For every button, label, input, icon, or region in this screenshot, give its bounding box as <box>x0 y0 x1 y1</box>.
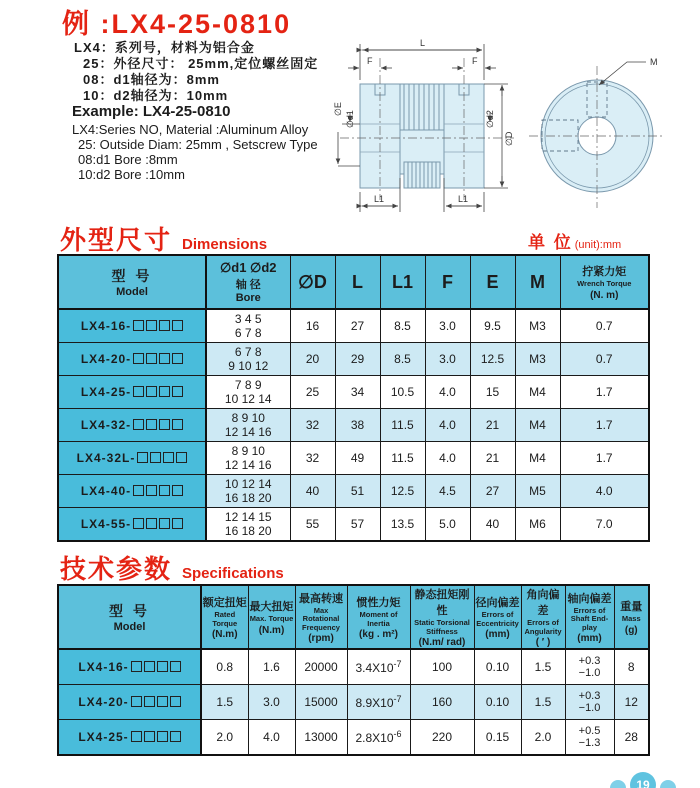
model-code-box <box>146 320 157 331</box>
bore-line: 10 12 14 <box>224 392 272 406</box>
model-cell <box>58 720 201 756</box>
model-label: LX4-16- <box>78 660 129 674</box>
endplay-cell <box>565 649 614 685</box>
table-row <box>58 442 649 475</box>
value-cell: 1.5 <box>521 685 565 720</box>
bellows-top <box>400 84 444 130</box>
spec-header-cell <box>474 585 521 649</box>
value-cell: 13.5 <box>380 508 425 542</box>
header-torque-en: Wrench Torque <box>577 279 632 289</box>
model-cell <box>58 649 201 685</box>
header-en: Moment of Inertia <box>359 610 398 628</box>
value-cell: 32 <box>290 442 335 475</box>
model-code-box <box>159 353 170 364</box>
header-en: Max Rotational Frequency <box>302 605 340 632</box>
model-code-box <box>133 419 144 430</box>
header-unit: ( ′ ) <box>535 637 551 648</box>
specifications-heading-cn: 技术参数 <box>60 554 173 584</box>
header-unit: (mm) <box>577 633 602 645</box>
value-cell: 57 <box>335 508 380 542</box>
bore-line: 12 14 15 <box>224 510 272 524</box>
table-row <box>58 409 649 442</box>
value-cell: 25 <box>290 376 335 409</box>
header-cn: 型 号 <box>109 603 150 619</box>
value-cell: 32 <box>290 409 335 442</box>
dim-label-length: L <box>420 38 426 48</box>
value-cell: 4.5 <box>425 475 470 508</box>
model-code-box <box>176 452 187 463</box>
bore-values <box>206 409 290 442</box>
value-cell: 11.5 <box>380 442 425 475</box>
bore-line: 16 18 20 <box>224 491 272 505</box>
model-code-box <box>146 419 157 430</box>
bore-line: 8 9 10 <box>231 411 265 425</box>
value-cell: 13000 <box>295 720 347 756</box>
coupling-drawing <box>332 20 694 225</box>
bore-values <box>206 475 290 508</box>
model-cell <box>58 343 206 376</box>
value-cell: M4 <box>515 409 560 442</box>
specifications-heading <box>60 549 284 586</box>
bore-values <box>206 343 290 376</box>
value-cell: 51 <box>335 475 380 508</box>
bore-line: 10 12 14 <box>224 477 272 491</box>
model-code-box <box>133 353 144 364</box>
model-code-box <box>133 320 144 331</box>
endplay-minus: −1.0 <box>578 702 601 714</box>
value-cell: 21 <box>470 409 515 442</box>
model-code-box <box>131 731 142 742</box>
header-cn: 轴向偏差 <box>567 592 612 605</box>
footer-logo <box>608 772 678 788</box>
technical-drawing <box>332 20 694 225</box>
dim-label-f-right: F <box>472 56 478 66</box>
table-row <box>58 376 649 409</box>
bore-line: 12 14 16 <box>224 425 272 439</box>
value-cell: 1.5 <box>521 649 565 685</box>
header-unit: (rpm) <box>308 633 334 645</box>
value-cell: 29 <box>335 343 380 376</box>
header-unit: (kg . m²) <box>359 629 398 640</box>
model-code-box <box>170 731 181 742</box>
spec-header-cell <box>410 585 474 649</box>
model-code-box <box>170 661 181 672</box>
model-cell <box>58 685 201 720</box>
spec-header-cell <box>521 585 565 649</box>
model-code-box <box>137 452 148 463</box>
logo-swirl-icon <box>660 780 676 788</box>
value-cell: 100 <box>410 649 474 685</box>
header-f-label: F <box>442 271 453 292</box>
value-cell: 1.7 <box>560 409 649 442</box>
model-code-box <box>144 731 155 742</box>
header-bore-symbols: ∅d1 ∅d2 <box>219 260 277 275</box>
inertia-exponent: -7 <box>393 694 402 704</box>
value-cell: M4 <box>515 376 560 409</box>
value-cell: 28 <box>614 720 649 756</box>
model-code-box <box>150 452 161 463</box>
endplay-minus: −1.0 <box>578 667 601 679</box>
header-model-cn: 型 号 <box>111 268 153 284</box>
model-cell <box>58 376 206 409</box>
model-code-box <box>157 661 168 672</box>
model-code-box <box>133 386 144 397</box>
header-en: Mass <box>621 614 641 624</box>
header-torque-cn: 拧紧力矩 <box>582 266 627 279</box>
header-hub-length <box>380 255 425 309</box>
table-row <box>58 309 649 343</box>
value-cell: 2.0 <box>521 720 565 756</box>
value-cell: M5 <box>515 475 560 508</box>
bore-values <box>206 508 290 542</box>
dimensions-table <box>57 254 650 542</box>
header-en: Errors of Angularity <box>524 618 562 636</box>
value-cell: 1.7 <box>560 442 649 475</box>
model-code-box <box>144 696 155 707</box>
model-code-box <box>131 661 142 672</box>
spec-header-cell <box>248 585 295 649</box>
unit-label-en: (unit):mm <box>574 239 622 251</box>
bore-values <box>206 376 290 409</box>
model-label: LX4-16- <box>80 319 132 333</box>
header-unit: (mm) <box>485 629 510 640</box>
model-code-box <box>146 386 157 397</box>
value-cell: 49 <box>335 442 380 475</box>
value-cell: 27 <box>335 309 380 343</box>
dim-label-outer-d: ∅D <box>504 131 514 146</box>
header-en: Max. Torque <box>249 614 294 624</box>
value-cell: 8.5 <box>380 343 425 376</box>
cn-line: 10：d2轴径为：10mm <box>83 88 229 103</box>
header-model-en: Model <box>116 286 148 298</box>
header-en: Rated Torque <box>212 610 238 628</box>
value-cell: 1.6 <box>248 649 295 685</box>
dimensions-table-body <box>58 309 649 541</box>
header-f <box>425 255 470 309</box>
value-cell: 20000 <box>295 649 347 685</box>
value-cell: 40 <box>290 475 335 508</box>
header-bore <box>206 255 290 309</box>
value-cell: 0.15 <box>474 720 521 756</box>
spec-header-cell <box>347 585 410 649</box>
value-cell: 0.10 <box>474 649 521 685</box>
header-cn: 径向偏差 <box>475 597 520 609</box>
endplay-cell <box>565 720 614 756</box>
en-description <box>72 104 318 182</box>
dimensions-header-row <box>58 255 649 309</box>
model-code-box <box>159 485 170 496</box>
model-code-box <box>159 320 170 331</box>
dim-label-d1: ∅d1 <box>345 110 355 128</box>
header-e-label: E <box>486 271 499 292</box>
dim-label-l1-left: L1 <box>374 194 385 204</box>
model-code-box <box>157 731 168 742</box>
value-cell: 0.7 <box>560 309 649 343</box>
value-cell: 38 <box>335 409 380 442</box>
en-line: LX4:Series NO, Material :Aluminum Alloy <box>72 122 309 137</box>
logo-swirl-icon <box>610 780 626 788</box>
bore-values <box>206 309 290 343</box>
header-cn: 最高转速 <box>299 592 343 605</box>
header-model <box>58 255 206 309</box>
dim-label-d2: ∅d2 <box>485 110 495 128</box>
specifications-heading-en: Specifications <box>182 565 284 582</box>
spec-header-cell <box>201 585 248 649</box>
header-cn: 静态扭矩刚性 <box>414 589 470 617</box>
header-unit: (N.m/ rad) <box>418 637 466 648</box>
cn-description <box>74 40 318 104</box>
value-cell: 21 <box>470 442 515 475</box>
header-cn: 最大扭矩 <box>249 601 294 614</box>
table-row <box>58 649 649 685</box>
value-cell: 4.0 <box>248 720 295 756</box>
model-code-box <box>157 696 168 707</box>
table-row <box>58 508 649 542</box>
cn-line: LX4：系列号，材料为铝合金 <box>74 40 255 55</box>
value-cell: 40 <box>470 508 515 542</box>
value-cell: 0.8 <box>201 649 248 685</box>
value-cell: 20 <box>290 343 335 376</box>
value-cell: M3 <box>515 309 560 343</box>
value-cell: 12 <box>614 685 649 720</box>
specs-header-row <box>58 585 649 649</box>
en-line: 25: Outside Diam: 25mm , Setscrew Type <box>78 137 318 152</box>
header-e <box>470 255 515 309</box>
model-code-box <box>133 518 144 529</box>
model-label: LX4-32- <box>80 418 132 432</box>
endplay-plus: +0.5 <box>578 725 601 737</box>
value-cell: 220 <box>410 720 474 756</box>
bore-line: 9 10 12 <box>228 359 269 373</box>
value-cell: 10.5 <box>380 376 425 409</box>
page-badge: 19 <box>630 772 656 788</box>
model-code-box <box>172 386 183 397</box>
model-code-box <box>172 353 183 364</box>
bore-line: 16 18 20 <box>224 524 272 538</box>
example-title: Example: LX4-25-0810 <box>72 103 231 120</box>
value-cell: 9.5 <box>470 309 515 343</box>
header-cn: 重量 <box>620 601 643 614</box>
side-view <box>333 38 514 212</box>
inertia-base: 8.9X10 <box>355 696 394 710</box>
header-unit: (g) <box>624 624 638 636</box>
endplay-cell <box>565 685 614 720</box>
model-code-box <box>146 485 157 496</box>
bore-line: 8 9 10 <box>231 444 265 458</box>
inertia-cell <box>347 649 410 685</box>
header-bore-cn: 轴 径 <box>235 279 261 291</box>
model-label: LX4-25- <box>78 730 129 744</box>
table-row <box>58 685 649 720</box>
model-label: LX4-55- <box>80 517 132 531</box>
endplay-plus: +0.3 <box>578 655 601 667</box>
header-en: Static Torsional Stiffness <box>414 618 470 636</box>
model-code-box <box>172 320 183 331</box>
value-cell: 5.0 <box>425 508 470 542</box>
value-cell: 160 <box>410 685 474 720</box>
bore-values <box>206 442 290 475</box>
header-d-label: ∅D <box>298 271 327 292</box>
header-l-label: L <box>352 271 363 292</box>
cn-line: 08：d1轴径为：8mm <box>83 72 220 87</box>
model-label: LX4-40- <box>80 484 132 498</box>
page-title: 例 :LX4-25-0810 <box>62 9 292 39</box>
value-cell: 4.0 <box>425 376 470 409</box>
value-cell: 3.0 <box>425 343 470 376</box>
header-bore-en: Bore <box>235 292 261 304</box>
header-outer-diameter <box>290 255 335 309</box>
bore-line: 3 4 5 <box>234 312 262 326</box>
model-code-box <box>159 518 170 529</box>
header-en: Errors of Shaft End-play <box>570 605 609 632</box>
header-m <box>515 255 560 309</box>
model-cell <box>58 475 206 508</box>
dimensions-heading-cn: 外型尺寸 <box>60 225 173 255</box>
model-code-box <box>172 518 183 529</box>
value-cell: 11.5 <box>380 409 425 442</box>
header-cn: 惯性力矩 <box>356 597 401 609</box>
dim-label-e: ∅E <box>333 102 343 116</box>
unit-label <box>528 228 621 253</box>
model-label: LX4-20- <box>78 695 129 709</box>
table-row <box>58 475 649 508</box>
header-cn: 角向偏差 <box>526 589 560 617</box>
value-cell: 8 <box>614 649 649 685</box>
inertia-cell <box>347 720 410 756</box>
header-unit: (N.m) <box>258 624 285 636</box>
value-cell: 27 <box>470 475 515 508</box>
value-cell: 3.0 <box>248 685 295 720</box>
model-code-box <box>163 452 174 463</box>
model-code-box <box>133 485 144 496</box>
value-cell: 7.0 <box>560 508 649 542</box>
bellows-bottom <box>404 162 440 188</box>
value-cell: 16 <box>290 309 335 343</box>
value-cell: 12.5 <box>380 475 425 508</box>
model-code-box <box>131 696 142 707</box>
model-code-box <box>159 419 170 430</box>
value-cell: 3.0 <box>425 309 470 343</box>
value-cell: 4.0 <box>425 409 470 442</box>
header-length <box>335 255 380 309</box>
en-line: 08:d1 Bore :8mm <box>78 152 178 167</box>
dim-label-m: M <box>650 57 658 67</box>
value-cell: 34 <box>335 376 380 409</box>
endplay-minus: −1.3 <box>578 737 601 749</box>
specs-table-body <box>58 649 649 755</box>
spec-header-cell <box>295 585 347 649</box>
bore-line: 12 14 16 <box>224 458 272 472</box>
value-cell: 4.0 <box>425 442 470 475</box>
model-label: LX4-32L- <box>76 451 136 465</box>
value-cell: 15 <box>470 376 515 409</box>
value-cell: M3 <box>515 343 560 376</box>
header-en: Errors of Eccentricity <box>476 610 519 628</box>
dim-label-l1-right: L1 <box>458 194 469 204</box>
value-cell: 12.5 <box>470 343 515 376</box>
inertia-base: 2.8X10 <box>355 731 394 745</box>
model-cell <box>58 442 206 475</box>
model-cell <box>58 508 206 542</box>
value-cell: 0.10 <box>474 685 521 720</box>
table-row <box>58 720 649 756</box>
bore-line: 6 7 8 <box>234 345 262 359</box>
spec-header-cell <box>565 585 614 649</box>
table-row <box>58 343 649 376</box>
model-code-box <box>144 661 155 672</box>
header-torque <box>560 255 649 309</box>
inertia-exponent: -7 <box>393 659 402 669</box>
value-cell: 1.7 <box>560 376 649 409</box>
dimensions-heading-en: Dimensions <box>182 236 268 253</box>
cn-line: 25：外径尺寸： 25mm,定位螺丝固定 <box>83 56 319 71</box>
spec-header-cell <box>614 585 649 649</box>
model-code-box <box>170 696 181 707</box>
model-code-box <box>172 485 183 496</box>
header-l1-label: L1 <box>391 271 413 292</box>
inertia-cell <box>347 685 410 720</box>
bore-line: 7 8 9 <box>234 378 262 392</box>
header-torque-unit: (N. m) <box>590 289 619 301</box>
dim-label-f-left: F <box>367 56 373 66</box>
unit-label-cn: 单 位 <box>528 233 573 252</box>
header-unit: (N.m) <box>211 629 238 640</box>
model-code-box <box>146 518 157 529</box>
model-cell <box>58 309 206 343</box>
value-cell: 55 <box>290 508 335 542</box>
model-code-box <box>159 386 170 397</box>
value-cell: 4.0 <box>560 475 649 508</box>
value-cell: M6 <box>515 508 560 542</box>
value-cell: 2.0 <box>201 720 248 756</box>
inertia-base: 3.4X10 <box>355 661 394 675</box>
model-label: LX4-25- <box>80 385 132 399</box>
header-m-label: M <box>530 271 545 292</box>
value-cell: M4 <box>515 442 560 475</box>
value-cell: 1.5 <box>201 685 248 720</box>
value-cell: 0.7 <box>560 343 649 376</box>
end-view <box>529 57 665 208</box>
en-line: 10:d2 Bore :10mm <box>78 167 185 182</box>
header-en: Model <box>113 621 146 633</box>
model-code-box <box>146 353 157 364</box>
value-cell: 15000 <box>295 685 347 720</box>
bore-line: 6 7 8 <box>234 326 262 340</box>
inertia-exponent: -6 <box>393 729 402 739</box>
specifications-table <box>57 584 650 756</box>
endplay-plus: +0.3 <box>578 690 601 702</box>
model-label: LX4-20- <box>80 352 132 366</box>
header-cn: 额定扭矩 <box>202 597 247 609</box>
model-code-box <box>172 419 183 430</box>
spec-header-cell <box>58 585 201 649</box>
model-cell <box>58 409 206 442</box>
value-cell: 8.5 <box>380 309 425 343</box>
dimensions-heading <box>60 220 267 257</box>
